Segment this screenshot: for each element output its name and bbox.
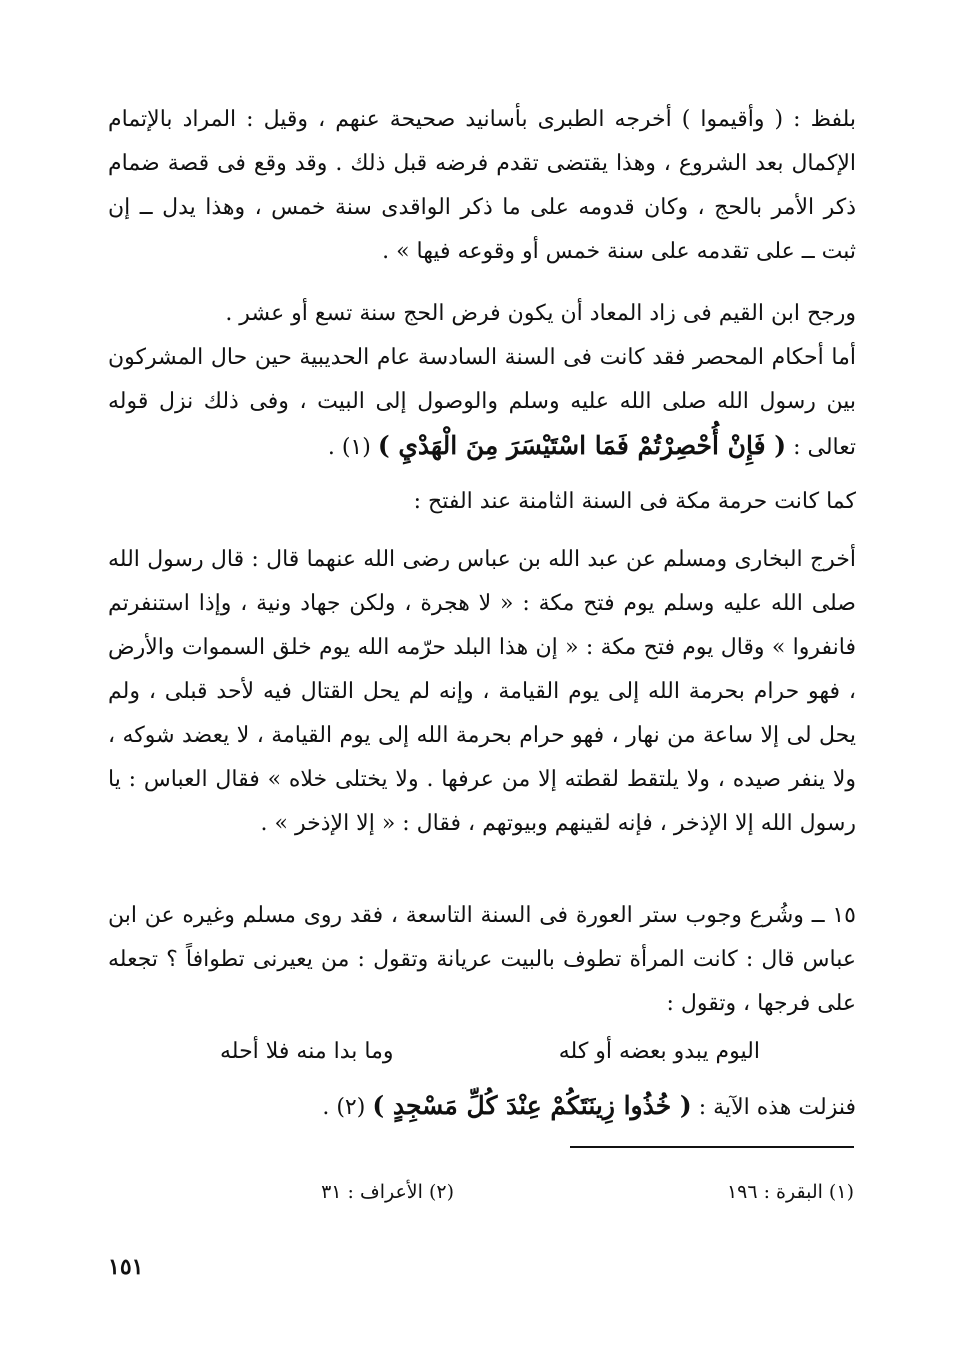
footnote-ref-1: (١) .	[327, 435, 371, 460]
footnote-2: (٢) الأعراف : ٣١	[321, 1181, 454, 1203]
footnote-divider	[570, 1146, 854, 1148]
footnote-ref-2: (٢) .	[322, 1095, 366, 1120]
paragraph-muhsar-text: أما أحكام المحصر فقد كانت فى السنة السادسة عام الحديبية حين حال المشركون بين رسول الله صلى الله عليه وسلم والوصول إلى البيت ، وفى ذلك نزل قوله تعالى :	[108, 345, 856, 460]
paragraph-verse-revelation-text: فنزلت هذه الآية :	[698, 1095, 856, 1120]
footnotes	[300, 1176, 854, 1208]
quran-verse-araf: ( خُذُوا زِينَتَكُمْ عِنْدَ كُلِّ مَسْجِدٍ )	[372, 1091, 692, 1120]
poem-hemistich-first: اليوم يبدو بعضه أو كله	[558, 1039, 760, 1064]
quran-verse-baqara: ( فَإِنْ أُحْصِرْتُمْ فَمَا اسْتَيْسَرَ مِنَ الْهَدْيِ )	[377, 431, 787, 460]
paragraph-makkah-sanctity: كما كانت حرمة مكة فى السنة الثامنة عند الفتح :	[413, 489, 856, 514]
poem-verse	[180, 1030, 760, 1074]
paragraph-awrah: ١٥ ــ وشُرع وجوب ستر العورة فى السنة التاسعة ، فقد روى مسلم وغيره عن ابن عباس قال : كانت المرأة تطوف بالبيت عريانة وتقول : من يعيرنى تطوافاً ؟ تجعله على فرجها ، وتقول :	[108, 903, 856, 1016]
paragraph-muhsar	[108, 336, 856, 470]
page-number: ١٥١	[108, 1254, 144, 1280]
paragraph-ibn-qayyim: ورجح ابن القيم فى زاد المعاد أن يكون فرض الحج سنة تسع أو عشر .	[225, 301, 856, 326]
footnote-1: (١) البقرة : ١٩٦	[726, 1181, 854, 1203]
paragraph-hajj-obligation: بلفظ : ( وأقيموا ) أخرجه الطبرى بأسانيد صحيحة عنهم ، وقيل : المراد بالإتمام الإكمال بعد الشروع ، وهذا يقتضى تقدم فرضه قبل ذلك . وقد وقع فى قصة ضمام ذكر الأمر بالحج ، وكان قدومه على ما ذكر الواقدى سنة خمس ، وهذا يدل ــ إن ثبت ــ على تقدمه على سنة خمس أو وقوعه فيها » .	[108, 107, 856, 264]
paragraph-hadith-fath: أخرج البخارى ومسلم عن عبد الله بن عباس رضى الله عنهما قال : قال رسول الله صلى الله عليه وسلم يوم فتح مكة : « لا هجرة ، ولكن جهاد ونية ، وإذا استنفرتم فانفروا » وقال يوم فتح مكة : « إن هذا البلد حرّمه الله يوم خلق السموات والأرض ، فهو حرام بحرمة الله إلى يوم القيامة ، وإنه لم يحل القتال فيه لأحد قبلى ، ولم يحل لى إلا ساعة من نهار ، فهو حرام بحرمة الله إلى يوم القيامة ، لا يعضد شوكه ، ولا ينفر صيده ، ولا يلتقط لقطته إلا من عرفها . ولا يختلى خلاه » فقال العباس : يا رسول الله إلا الإذخر ، فإنه لقينهم وبيوتهم ، فقال : « إلا الإذخر » .	[108, 547, 856, 836]
poem-hemistich-second: وما بدا منه فلا أحله	[220, 1039, 394, 1064]
paragraph-verse-revelation	[108, 1084, 856, 1130]
